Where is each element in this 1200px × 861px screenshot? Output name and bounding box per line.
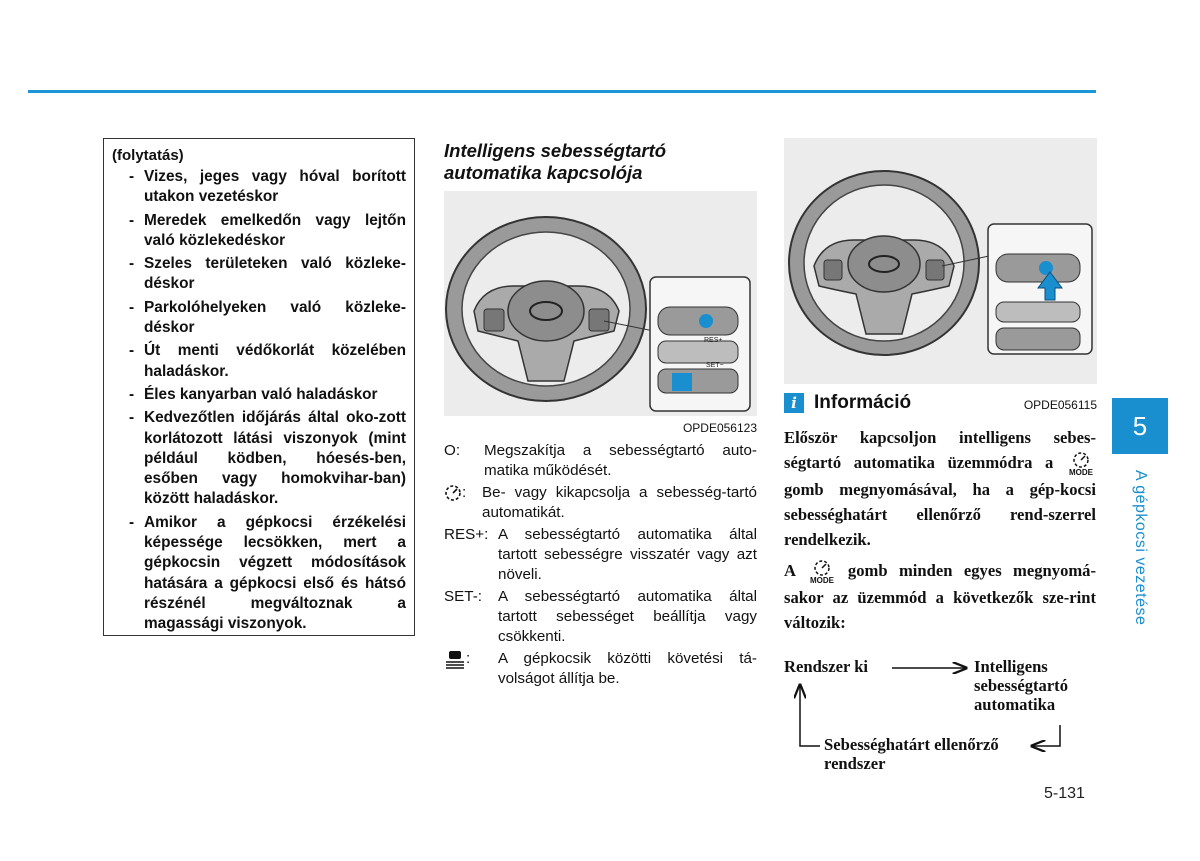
header-rule [28, 90, 1096, 93]
mode-flow-diagram [784, 655, 1096, 775]
figure-code: OPDE056123 [682, 421, 757, 435]
list-item: - Éles kanyarban való haladáskor [129, 385, 378, 403]
info-title: Információ [814, 392, 912, 413]
definition-mode: : Be- vagy kikapcsolja a sebesség-tartó automatikát. [444, 483, 757, 523]
list-item: - Út menti védőkorlát közelében haladáskor. [129, 342, 406, 380]
list-item: - Meredek emelkedőn vagy lejtőn való közlekedéskor [129, 211, 406, 249]
chapter-label: A gépkocsi vezetése [1132, 470, 1149, 626]
info-icon: i [784, 393, 804, 413]
list-item: - Parkolóhelyeken való közleke-déskor [129, 298, 406, 337]
button-definitions [444, 441, 757, 691]
info-paragraph: A MODE gomb minden egyes megnyomá-sakor az üzemmód a következők sze-rint változik: [784, 561, 1097, 633]
definition-res: RES+: A sebességtartó automatika által tartott sebességre visszatér vagy azt növeli. [444, 526, 757, 583]
list-item: - Vizes, jeges vagy hóval borított utakon vezetéskor [129, 168, 406, 206]
flow-node-speed-limit: Sebességhatárt ellenőrző rendszer [824, 735, 999, 773]
warning-header: (folytatás) [112, 147, 184, 164]
steering-wheel-mode-illustration [784, 138, 1097, 384]
steering-wheel-illustration [444, 191, 757, 416]
steering-wheel-mode-figure [784, 138, 1097, 384]
definition-cancel: O: Megszakítja a sebességtartó auto-matika működését. [444, 442, 757, 479]
info-paragraph: Először kapcsoljon intelligens sebes-ségtartó automatika üzemmódra a MODE gomb megnyomásával, ha a gép-kocsi sebességhatárt ellenőrző rend-szerrel rendelkezik. [784, 428, 1096, 550]
list-item: - Amikor a gépkocsi érzékelési képessége lecsökken, mert a gépkocsin végzett módosítások hatására a gépkocsi első és hátsó részénél megváltoznak a magassági viszonyok. [129, 513, 406, 633]
cruise-mode-icon [444, 484, 462, 502]
page-number: 5-131 [1044, 785, 1085, 802]
list-item: - Kedvezőtlen időjárás által oko-zott korlátozott látási viszonyok (mint például ködben, hóesés-ben, esőben vagy homokvihar-ban) között haladáskor. [129, 409, 406, 508]
definition-distance: : A gépkocsik közötti követési tá-volságot állítja be. [444, 649, 757, 689]
definition-set: SET-: A sebességtartó automatika által tartott sebességet beállítja vagy csökkenti. [444, 588, 757, 645]
warning-box [103, 138, 415, 636]
flow-node-scc: Intelligens sebességtartó automatika [974, 657, 1069, 714]
steering-wheel-figure [444, 191, 757, 416]
figure-code: OPDE056115 [1023, 398, 1097, 412]
info-body [784, 425, 1096, 641]
drive-mode-icon [807, 559, 837, 585]
warning-list [112, 167, 406, 635]
svg-text:MODE: MODE [1069, 468, 1094, 478]
chapter-tab: 5 [1112, 398, 1168, 454]
drive-mode-icon [1066, 451, 1096, 477]
svg-text:MODE: MODE [809, 576, 834, 586]
info-heading [784, 392, 911, 414]
section-title: Intelligens sebességtartó automatika kapcsolója [444, 140, 667, 183]
flow-node-off: Rendszer ki [784, 657, 869, 676]
set-label: SET− [706, 362, 724, 369]
res-label: RES+ [704, 337, 723, 344]
vehicle-distance-icon [444, 649, 466, 669]
list-item: - Szeles területeken való közleke-déskor [129, 255, 406, 293]
